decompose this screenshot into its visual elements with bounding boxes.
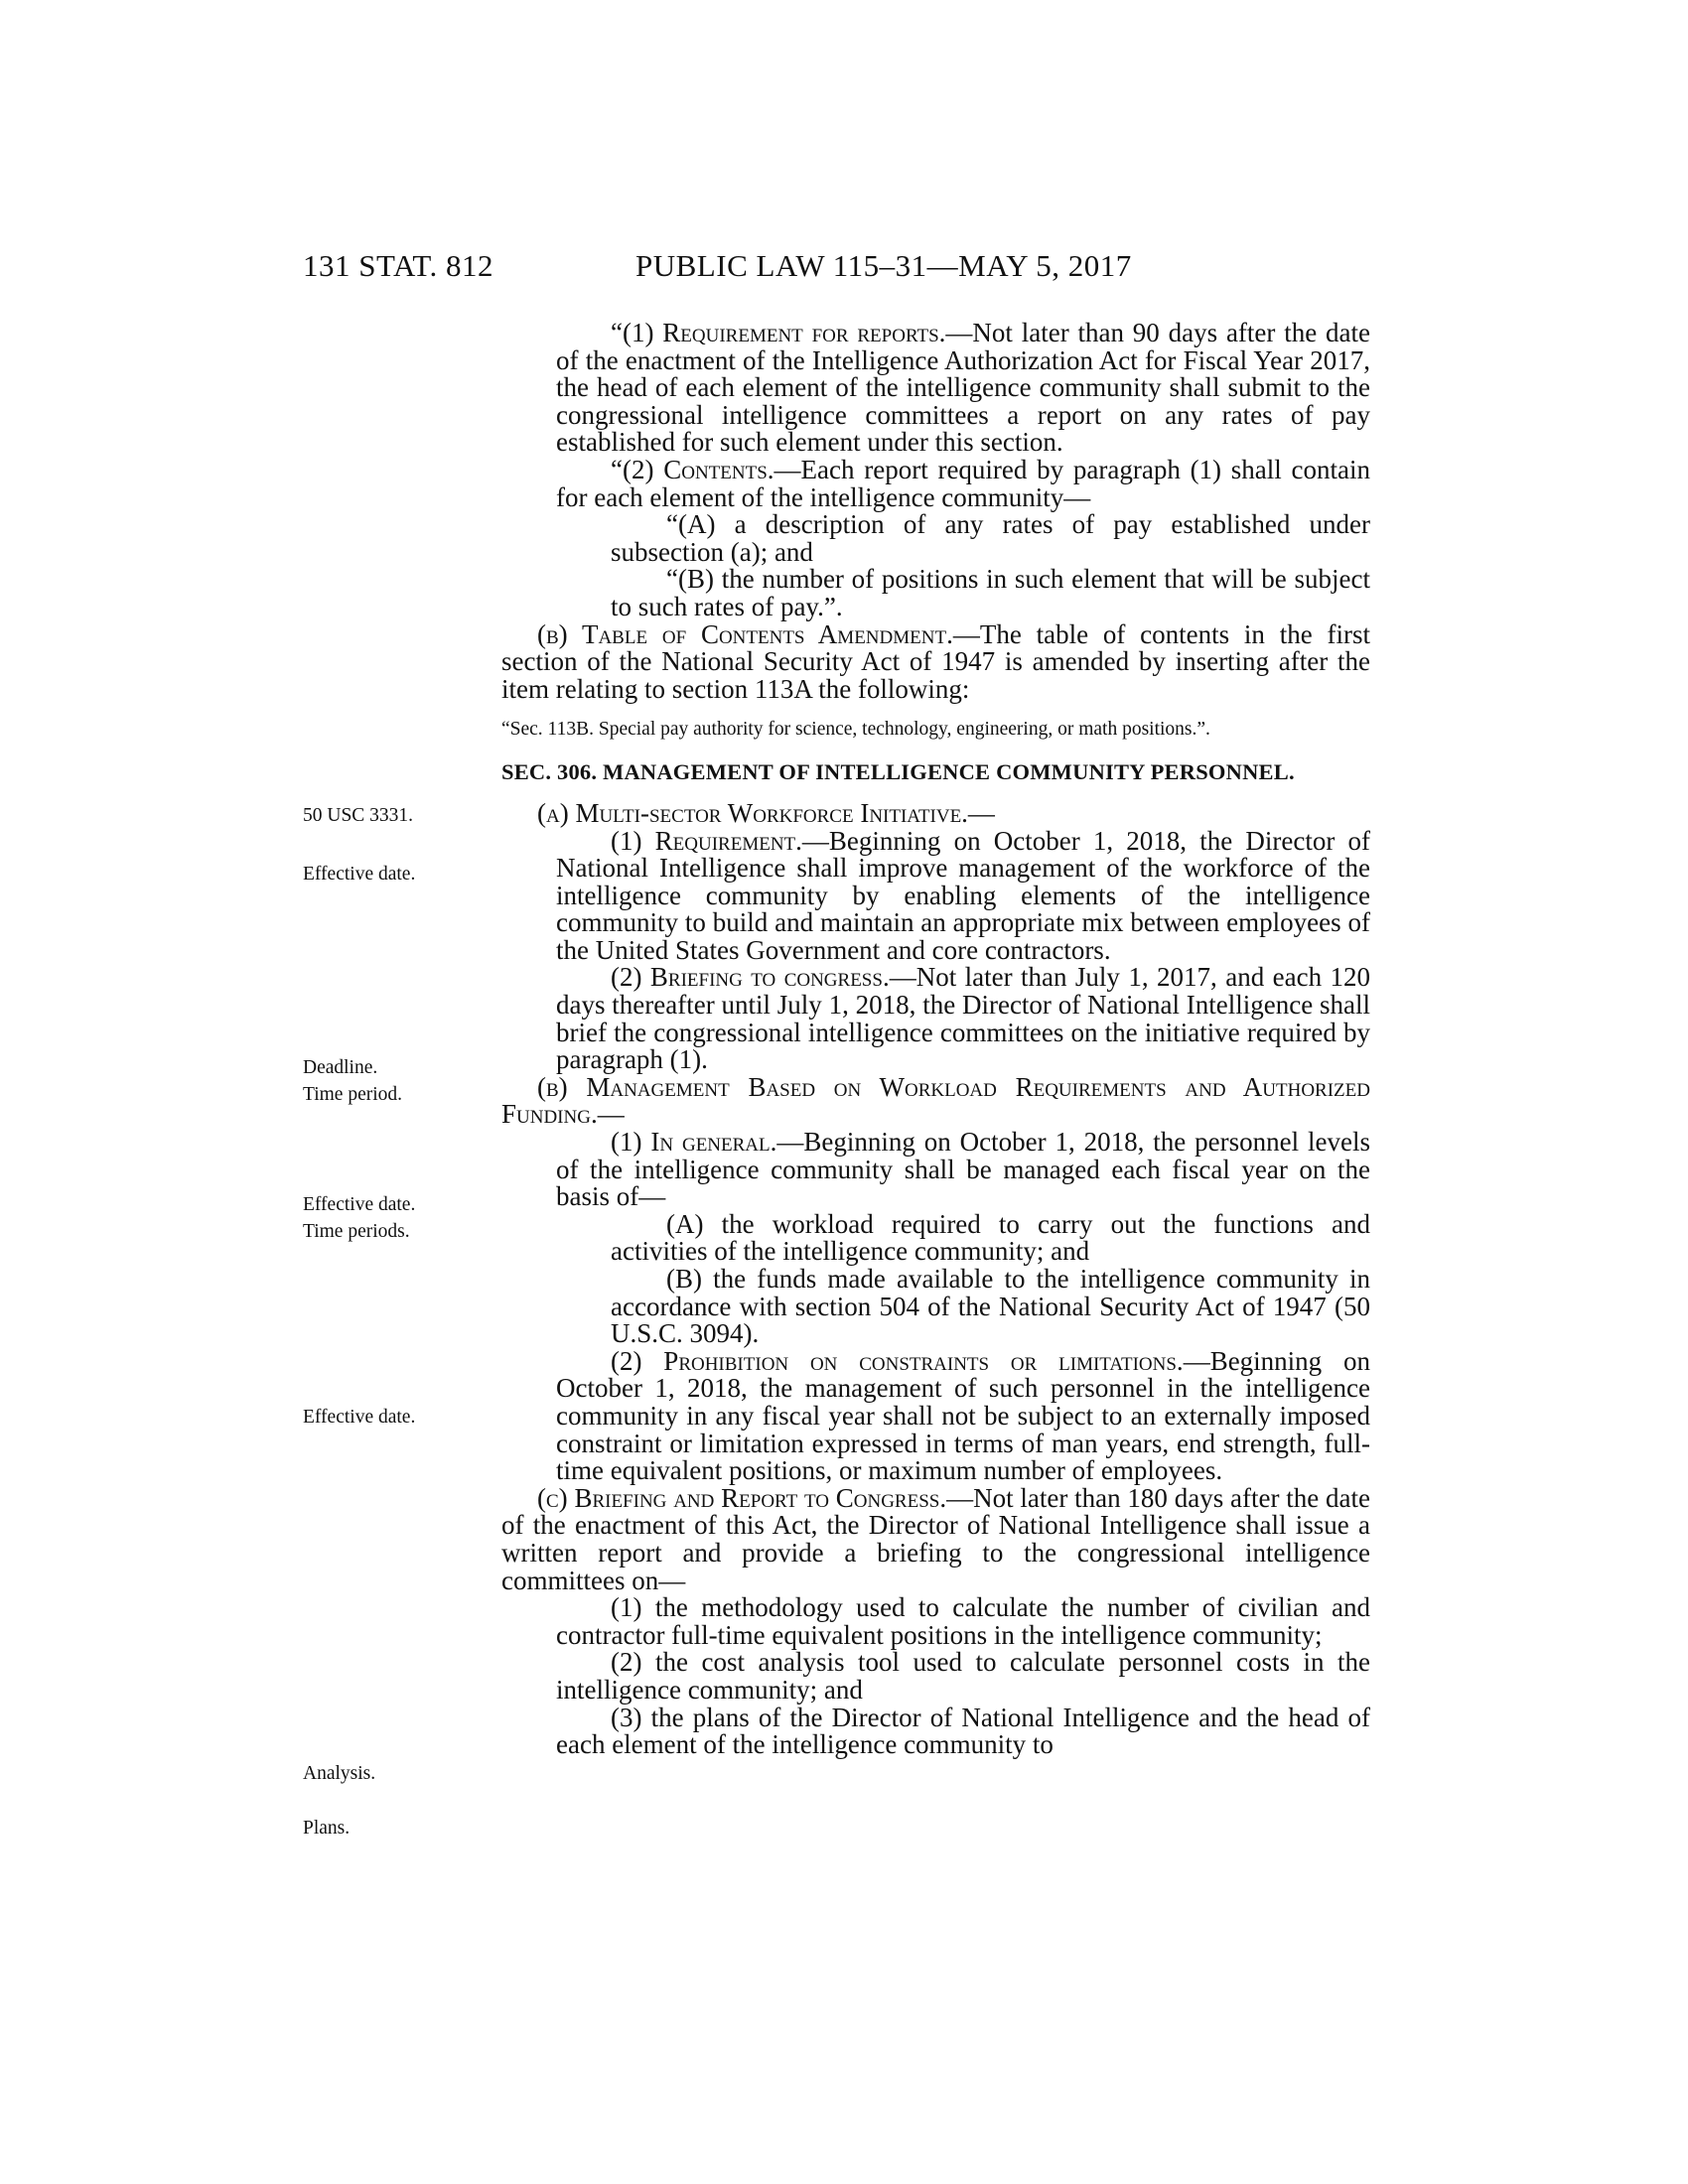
section-heading: SEC. 306. MANAGEMENT OF INTELLIGENCE COMMUNITY PERSONNEL. bbox=[501, 759, 1295, 785]
paragraph-c1: (1) the methodology used to calculate the number of civilian and contractor full-time equivalent positions in the intelligence community; bbox=[556, 1592, 1370, 1650]
margin-note-effective-date: Effective date. bbox=[303, 1194, 416, 1215]
paragraph-text: —Not later than July 1, 2017, and each 120 days thereafter until July 1, 2018, the Director of National Intelligence shall brief the congressional intelligence committees on the initiative required by paragraph (1). bbox=[556, 962, 1370, 1075]
paragraph-c2: (2) the cost analysis tool used to calculate personnel costs in the intelligence community; and bbox=[556, 1647, 1370, 1705]
paragraph-contents bbox=[501, 454, 1371, 512]
statute-body bbox=[501, 320, 1370, 1759]
subsection-c bbox=[501, 1482, 1370, 1595]
subparagraph-b1a: (A) the workload required to carry out the functions and activities of the intelligence community; and bbox=[611, 1208, 1370, 1267]
margin-note-deadline: Deadline. bbox=[303, 1057, 378, 1078]
paragraph-a1 bbox=[501, 825, 1370, 965]
paragraph-text: —Beginning on October 1, 2018, the management of such personnel in the intelligence community in any fiscal year shall not be subject to an externally imposed constraint or limitation expressed in terms of man years, end strength, full-time equivalent positions, or maximum number of employees. bbox=[556, 1345, 1370, 1486]
margin-note-effective-date: Effective date. bbox=[303, 864, 416, 885]
paragraph-b2 bbox=[501, 1345, 1370, 1486]
paragraph-b1 bbox=[501, 1129, 1370, 1211]
paragraph-heading: (1) Requirement. bbox=[611, 825, 802, 856]
subsection-b-heading: (b) Management Based on Workload Requirements and Authorized Funding.— bbox=[501, 1071, 1370, 1130]
margin-note-time-period: Time period. bbox=[303, 1084, 403, 1105]
paragraph-heading: (2) Prohibition on constraints or limitations. bbox=[611, 1345, 1184, 1376]
margin-note-usc: 50 USC 3331. bbox=[303, 805, 414, 826]
margin-note-analysis: Analysis. bbox=[303, 1763, 376, 1784]
paragraph-reports-requirement bbox=[501, 320, 1370, 457]
subparagraph-a: “(A) a description of any rates of pay established under subsection (a); and bbox=[611, 509, 1370, 567]
paragraph-text: —Beginning on October 1, 2018, the personnel levels of the intelligence community shall be managed each fiscal year on the basis of— bbox=[556, 1127, 1370, 1212]
paragraph-heading: (2) Briefing to congress. bbox=[611, 962, 890, 993]
paragraph-heading: (c) Briefing and Report to Congress. bbox=[537, 1482, 947, 1513]
paragraph-text: —The table of contents in the first section of the National Security Act of 1947 is amended by inserting after the item relating to section 113A the following: bbox=[501, 618, 1370, 704]
toc-item: “Sec. 113B. Special pay authority for science, technology, engineering, or math positions.”. bbox=[501, 719, 1210, 741]
margin-note-plans: Plans. bbox=[303, 1818, 351, 1839]
subsection-a-heading: (a) Multi-sector Workforce Initiative.— bbox=[537, 797, 995, 828]
paragraph-toc-amendment bbox=[501, 618, 1370, 704]
paragraph-a2 bbox=[501, 964, 1370, 1073]
paragraph-heading: “(1) Requirement for reports. bbox=[611, 318, 946, 347]
paragraph-heading: (b) Table of Contents Amendment. bbox=[537, 618, 953, 649]
paragraph-text: —Each report required by paragraph (1) shall contain for each element of the intelligence community— bbox=[556, 454, 1371, 512]
paragraph-heading: (1) In general. bbox=[611, 1127, 777, 1158]
paragraph-text: —Not later than 180 days after the date of the enactment of this Act, the Director of National Intelligence shall issue a written report and provide a briefing to the congressional intelligence committees on— bbox=[501, 1482, 1370, 1595]
subparagraph-b1b: (B) the funds made available to the intelligence community in accordance with section 504 of the National Security Act of 1947 (50 U.S.C. 3094). bbox=[611, 1264, 1370, 1349]
page-title: PUBLIC LAW 115–31—MAY 5, 2017 bbox=[635, 248, 1132, 283]
margin-note-time-periods: Time periods. bbox=[303, 1221, 410, 1242]
paragraph-text: —Not later than 90 days after the date of the enactment of the Intelligence Authorization Act for Fiscal Year 2017, the head of each element of the intelligence community shall submit to the congressional intelligence committees a report on any rates of pay established for such element under this section. bbox=[556, 318, 1370, 458]
subparagraph-b: “(B) the number of positions in such element that will be subject to such rates of pay.”. bbox=[611, 564, 1370, 621]
paragraph-heading: “(2) Contents. bbox=[611, 454, 774, 484]
paragraph-c3: (3) the plans of the Director of National Intelligence and the head of each element of the intelligence community to bbox=[556, 1702, 1370, 1760]
paragraph-text: —Beginning on October 1, 2018, the Director of National Intelligence shall improve management of the workforce of the intelligence community by enabling elements of the intelligence community to build and maintain an appropriate mix between employees of the United States Government and core contractors. bbox=[556, 825, 1370, 965]
statute-reference: 131 STAT. 812 bbox=[303, 248, 494, 283]
margin-note-effective-date: Effective date. bbox=[303, 1407, 416, 1428]
